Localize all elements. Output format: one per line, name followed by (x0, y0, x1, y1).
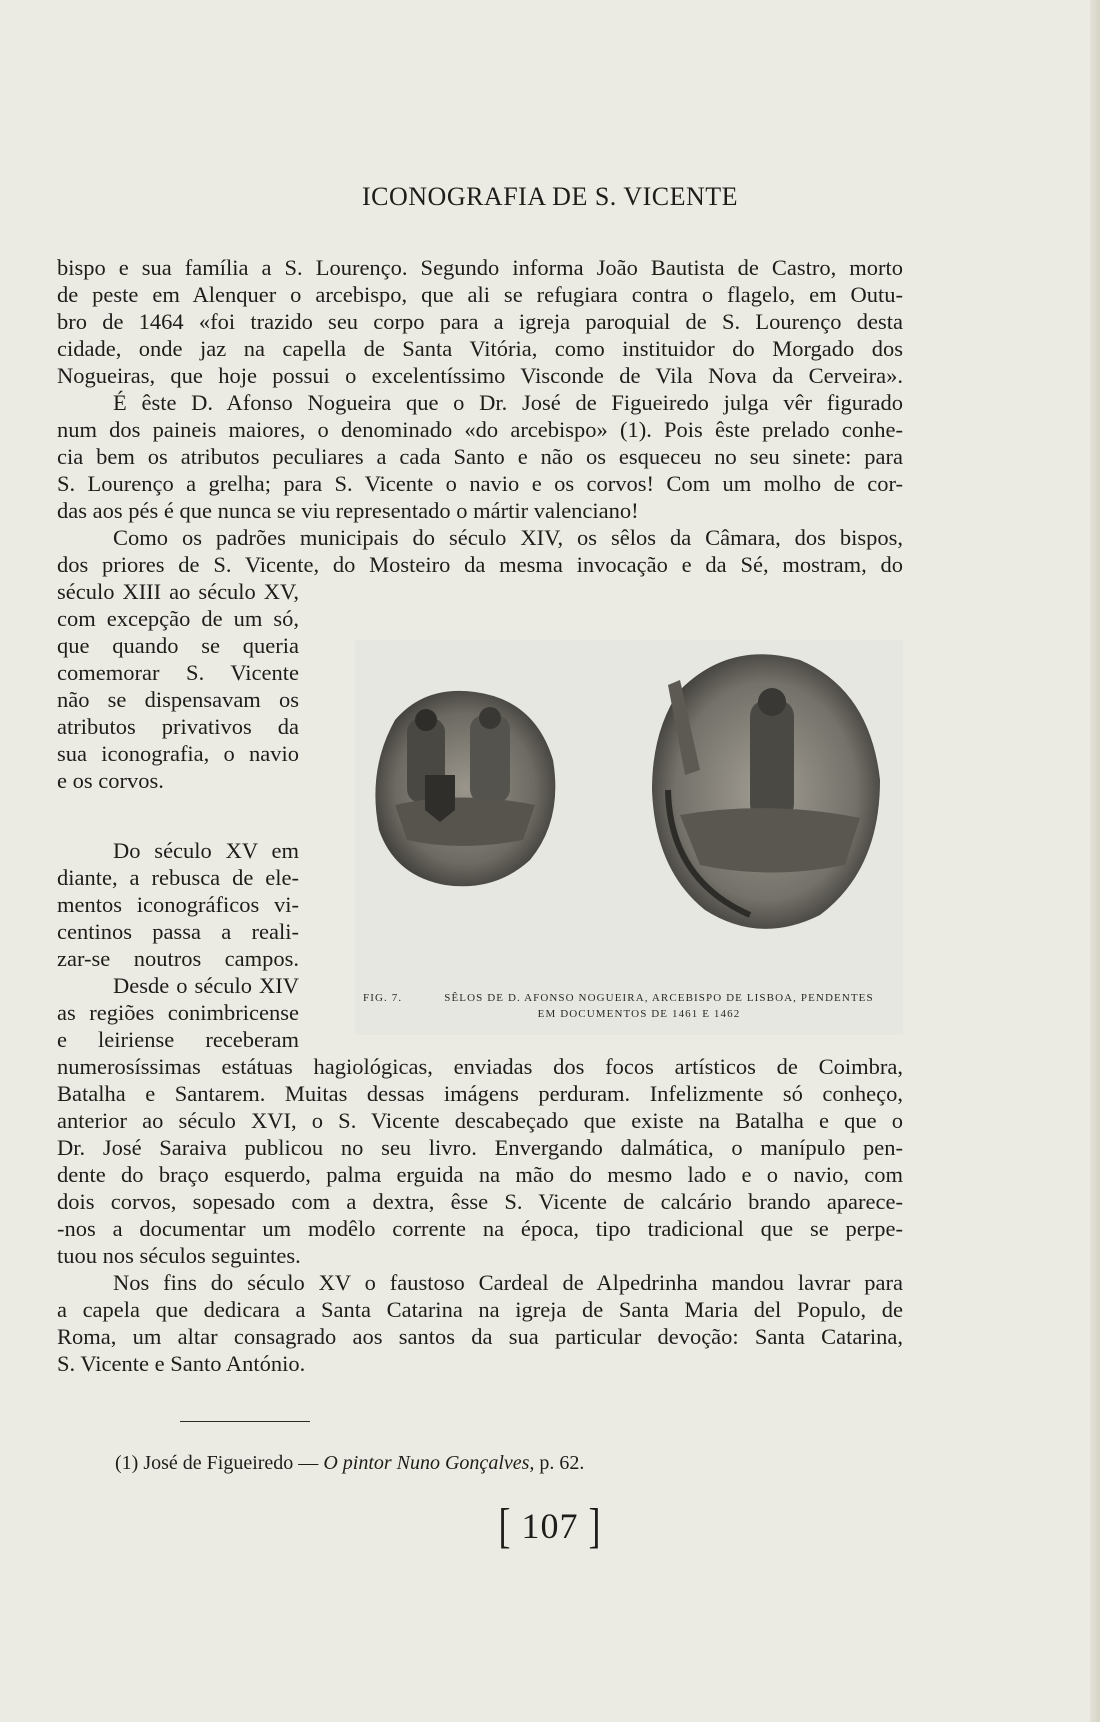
body-line: a capela que dedicara a Santa Catarina na igreja de Santa Maria del Populo, de (57, 1297, 903, 1322)
body-line: Nogueiras, que hoje possui o excelentíssimo Visconde de Vila Nova da Cerveira». (57, 363, 903, 388)
body-line: num dos paineis maiores, o denominado «do arcebispo» (1). Pois êste prelado conhe- (57, 417, 903, 442)
body-line: -nos a documentar um modêlo corrente na época, tipo tradicional que se perpe- (57, 1216, 903, 1241)
body-line: atributos privativos da (57, 714, 299, 739)
body-line: Como os padrões municipais do século XIV, os sêlos da Câmara, dos bispos, (113, 525, 903, 550)
body-line: S. Vicente e Santo António. (57, 1351, 306, 1376)
body-line: zar-se noutros campos. (57, 946, 299, 971)
caption-line: EM DOCUMENTOS DE 1461 E 1462 (537, 1008, 741, 1020)
body-line: não se dispensavam os (57, 687, 299, 712)
body-line: mentos iconográficos vi- (57, 892, 299, 917)
body-line: cidade, onde jaz na capella de Santa Vitória, como instituidor do Morgado dos (57, 336, 903, 361)
figure-label: FIG. 7. (363, 992, 403, 1004)
footnote-rule (180, 1421, 310, 1422)
footnote-marker: (1) (115, 1452, 139, 1474)
body-line: bispo e sua família a S. Lourenço. Segundo informa João Bautista de Castro, morto (57, 255, 903, 280)
body-line: Nos fins do século XV o faustoso Cardeal de Alpedrinha mandou lavrar para (113, 1270, 903, 1295)
body-line: século XIII ao século XV, (57, 579, 299, 604)
body-line: cia bem os atributos peculiares a cada Santo e não os esqueceu no seu sinete: para (57, 444, 903, 469)
body-line: comemorar S. Vicente (57, 660, 299, 685)
body-line: Dr. José Saraiva publicou no seu livro. Envergando dalmática, o manípulo pen- (57, 1135, 903, 1160)
body-line: Batalha e Santarem. Muitas dessas imágens perduram. Infelizmente só conheço, (57, 1081, 903, 1106)
body-line: centinos passa a reali- (57, 919, 299, 944)
body-line: Do século XV em (113, 838, 299, 863)
body-line: as regiões conimbricense (57, 1000, 299, 1025)
body-line: das aos pés é que nunca se viu representado o mártir valenciano! (57, 498, 639, 523)
bracket-left: [ (498, 1499, 512, 1553)
footnote-title: O pintor Nuno Gonçalves, (323, 1452, 535, 1474)
body-line: tuou nos séculos seguintes. (57, 1243, 301, 1268)
body-line: dente do braço esquerdo, palma erguida na mão do mesmo lado e o navio, com (57, 1162, 903, 1187)
page-number (0, 1499, 1100, 1553)
body-line: dos priores de S. Vicente, do Mosteiro da mesma invocação e da Sé, mostram, do (57, 552, 903, 577)
body-line: Roma, um altar consagrado aos santos da sua particular devoção: Santa Catarina, (57, 1324, 903, 1349)
body-line: bro de 1464 «foi trazido seu corpo para a igreja paroquial de S. Lourenço desta (57, 309, 903, 334)
body-line: numerosíssimas estátuas hagiológicas, enviadas dos focos artísticos de Coimbra, (57, 1054, 903, 1079)
body-line: e os corvos. (57, 768, 164, 793)
body-line: dois corvos, sopesado com a dextra, êsse S. Vicente de calcário brando aparece- (57, 1189, 903, 1214)
body-line: com excepção de um só, (57, 606, 299, 631)
body-line: e leiriense receberam (57, 1027, 299, 1052)
caption-line: SÊLOS DE D. AFONSO NOGUEIRA, ARCEBISPO DE LISBOA, PENDENTES (444, 992, 874, 1004)
body-line: Desde o século XIV (113, 973, 299, 998)
body-line: É êste D. Afonso Nogueira que o Dr. José de Figueiredo julga vêr figurado (113, 390, 903, 415)
seal-left-image (365, 680, 565, 895)
body-line: sua iconografia, o navio (57, 741, 299, 766)
body-line: de peste em Alenquer o arcebispo, que ali se refugiara contra o flagelo, em Outu- (57, 282, 903, 307)
body-line: S. Lourenço a grelha; para S. Vicente o navio e os corvos! Com um molho de cor- (57, 471, 903, 496)
figure-caption (355, 990, 903, 1022)
figure-plate (355, 640, 903, 1035)
body-line: diante, a rebusca de ele- (57, 865, 299, 890)
body-line: anterior ao século XVI, o S. Vicente descabeçado que existe na Batalha e que o (57, 1108, 903, 1133)
page-edge (1090, 0, 1100, 1722)
bracket-right: ] (588, 1499, 602, 1553)
running-head: ICONOGRAFIA DE S. VICENTE (361, 182, 739, 211)
body-line: que quando se queria (57, 633, 299, 658)
page-number-value: 107 (521, 1506, 579, 1546)
footnote-page: p. 62. (539, 1452, 585, 1474)
seal-right-image (640, 640, 890, 940)
footnote-author: José de Figueiredo — (143, 1452, 319, 1474)
footnote (115, 1452, 584, 1475)
